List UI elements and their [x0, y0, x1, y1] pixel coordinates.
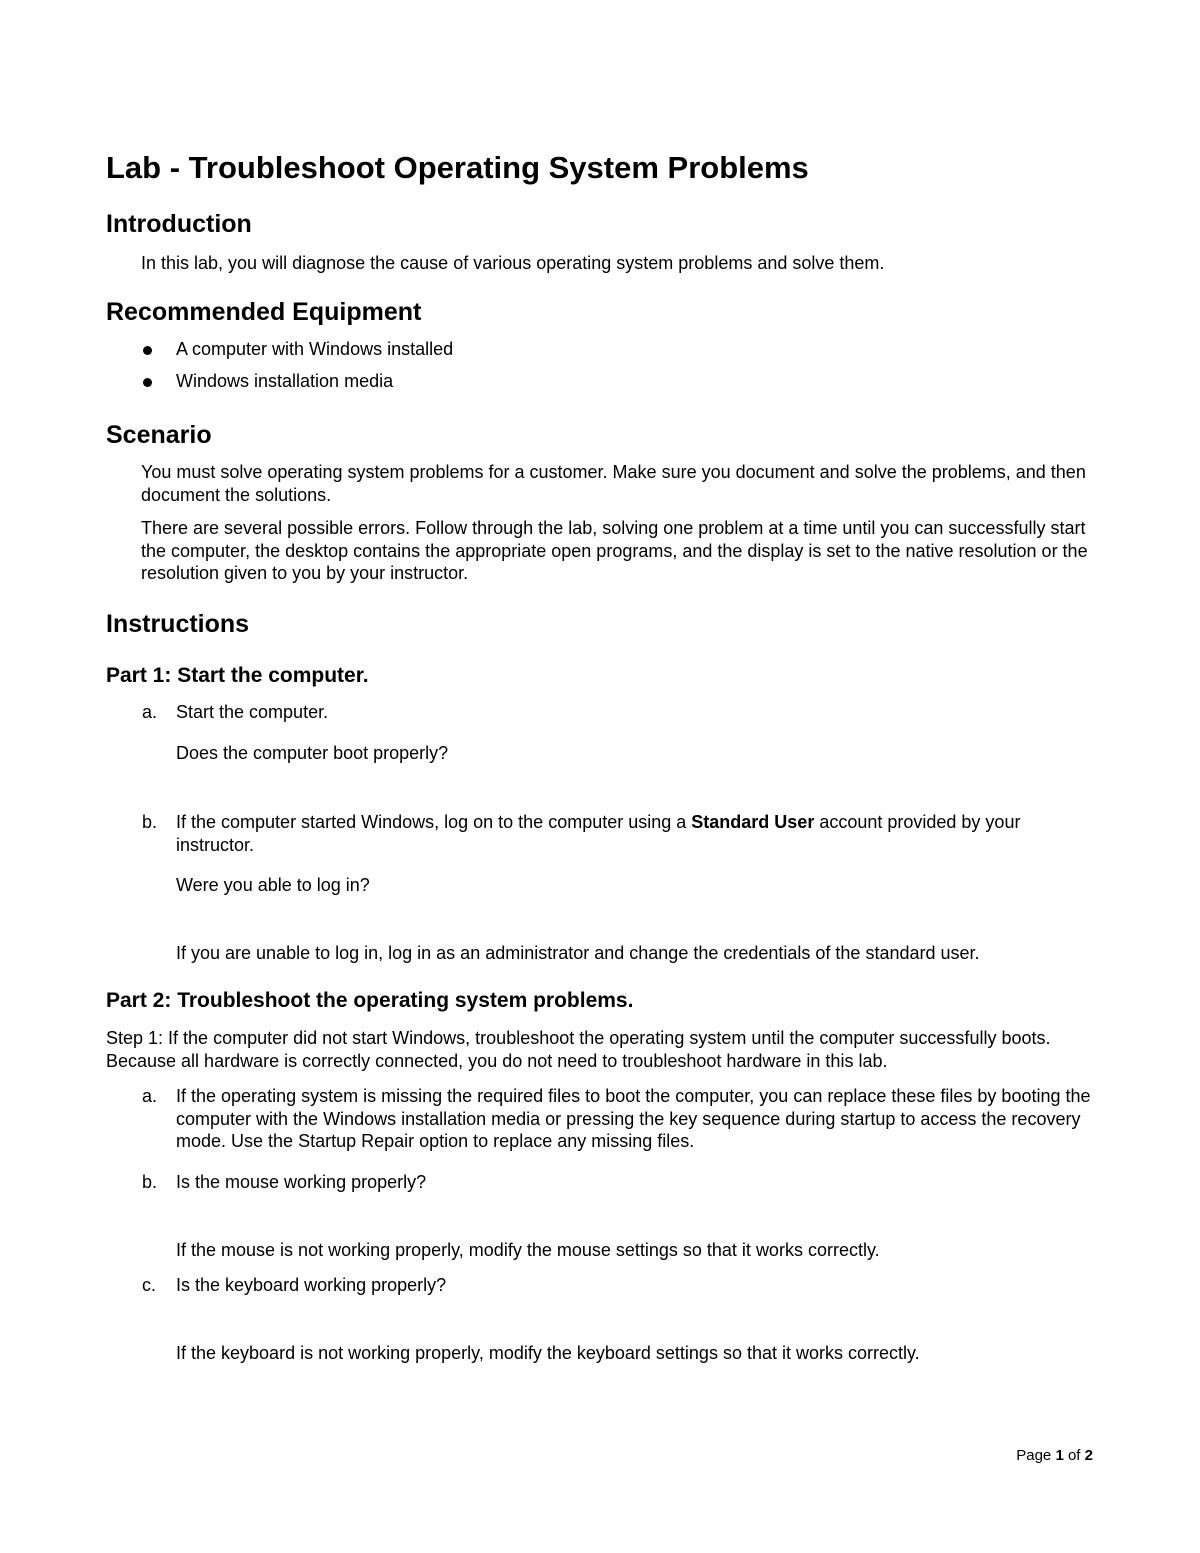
scenario-heading: Scenario [106, 421, 212, 449]
part1-step-b [176, 811, 1101, 856]
document-title: Lab - Troubleshoot Operating System Problems [106, 150, 809, 185]
page-total: 2 [1084, 1447, 1093, 1464]
list-marker: b. [142, 1172, 158, 1192]
list-marker: b. [142, 812, 158, 832]
part2-step-a: If the operating system is missing the required files to boot the computer, you can replace these files by booting the computer with the Windows installation media or pressing the key sequence during startup to access the recovery mode. Use the Startup Repair option to replace any missing files. [176, 1086, 1091, 1151]
part2-step1: Step 1: If the computer did not start Windows, troubleshoot the operating system until the computer successfully boots. Because all hardware is correctly connected, you do not need to troubleshoot hardware in this lab. [106, 1028, 1051, 1071]
part2-note-b: If the mouse is not working properly, modify the mouse settings so that it works correctly. [176, 1240, 880, 1260]
instructions-heading: Instructions [106, 610, 250, 638]
equipment-heading: Recommended Equipment [106, 298, 422, 326]
part1-step-b-text-end: account provided by your instructor. [176, 812, 1021, 855]
part1-heading: Part 1: Start the computer. [106, 664, 369, 687]
bullet-icon [143, 346, 152, 355]
part1-question-b: Were you able to log in? [176, 875, 370, 895]
part1-question-a: Does the computer boot properly? [176, 743, 449, 763]
list-marker: a. [142, 702, 158, 722]
list-marker: c. [142, 1275, 157, 1295]
part1-step-b-text: If the computer started Windows, log on to the computer using a [176, 812, 692, 832]
part2-note-c: If the keyboard is not working properly, modify the keyboard settings so that it works correctly. [176, 1343, 920, 1363]
part1-step-a: Start the computer. [176, 702, 329, 722]
introduction-heading: Introduction [106, 210, 252, 238]
part2-heading: Part 2: Troubleshoot the operating system problems. [106, 989, 634, 1012]
of-label: of [1067, 1447, 1081, 1464]
part2-step-c: Is the keyboard working properly? [176, 1275, 447, 1295]
part2-step-b: Is the mouse working properly? [176, 1172, 427, 1192]
page-label: Page [1016, 1447, 1052, 1464]
scenario-paragraph: There are several possible errors. Follow through the lab, solving one problem at a time until you can successfully start the computer, the desktop contains the appropriate open programs, and the display is set to the native resolution or the resolution given to you by your instructor. [141, 518, 1088, 583]
bullet-icon [143, 378, 152, 387]
equipment-item: Windows installation media [176, 371, 394, 391]
introduction-text: In this lab, you will diagnose the cause of various operating system problems and solve them. [141, 253, 885, 273]
standard-user-emphasis: Standard User [691, 812, 815, 832]
equipment-item: A computer with Windows installed [176, 339, 454, 359]
scenario-paragraph: You must solve operating system problems for a customer. Make sure you document and solve the problems, and then document the solutions. [141, 462, 1086, 505]
page-current: 1 [1055, 1447, 1064, 1464]
page-footer [1000, 1446, 1093, 1466]
list-marker: a. [142, 1086, 158, 1106]
part1-note-b: If you are unable to log in, log in as an administrator and change the credentials of the standard user. [176, 943, 980, 963]
